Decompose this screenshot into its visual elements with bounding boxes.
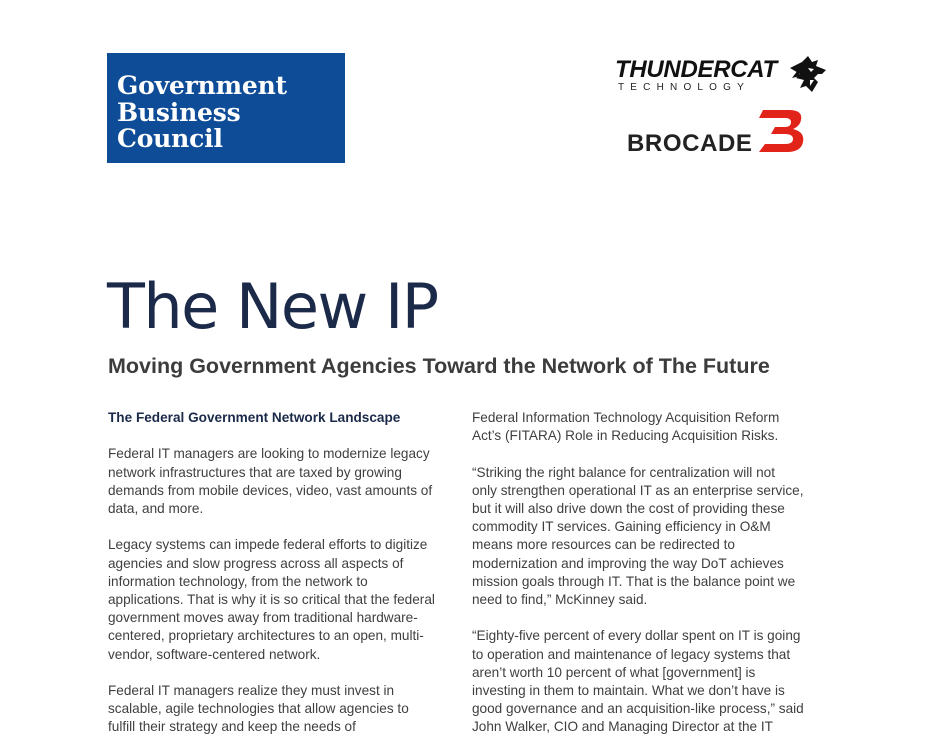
paragraph: “Striking the right balance for centralization will not only strengthen operational IT as an enterprise service, but it will also drive down the cost of providing these commodity IT services. Gaining efficiency in O&M means more resources can be redirected to modernization and improving the way DoT achieves mission goals through IT. That is the balance point we need to find,” McKinney said. xyxy=(472,464,804,608)
brocade-b-icon xyxy=(759,108,809,154)
brocade-wordmark: BROCADE xyxy=(627,130,753,157)
document-title: The New IP xyxy=(107,270,438,343)
paragraph: Legacy systems can impede federal efforts to digitize agencies and slow progress across all aspects of information technology, from the network to applications. That is why it is so critical that the federal government moves away from traditional hardware- centered, proprietary architectures to an open, multi- vendor, software-centered network. xyxy=(108,537,435,662)
paragraph: Federal Information Technology Acquisition Reform Act’s (FITARA) Role in Reducing Acquisition Risks. xyxy=(472,410,780,444)
left-column xyxy=(108,409,464,755)
thundercat-tagline: TECHNOLOGY xyxy=(618,82,751,93)
brocade-logo xyxy=(627,108,817,158)
logo-text-line: Government xyxy=(117,71,287,100)
thundercat-head-icon xyxy=(788,56,828,96)
right-column xyxy=(472,409,828,755)
paragraph: Federal IT managers realize they must invest in scalable, agile technologies that allow agencies to fulfill their strategy and keep the needs of xyxy=(108,683,409,735)
document-subtitle: Moving Government Agencies Toward the Network of The Future xyxy=(108,354,770,378)
paragraph: “Eighty-five percent of every dollar spent on IT is going to operation and maintenance of legacy systems that aren’t worth 10 percent of what [government] is investing in them to maintain. What we don’t have is good governance and an acquisition-like process,” said John Walker, CIO and Managing Director at the IT xyxy=(472,628,804,735)
logo-text-line: Business xyxy=(117,97,241,127)
thundercat-technology-logo xyxy=(612,56,828,98)
logo-text-line: Council xyxy=(117,124,223,153)
section-heading: The Federal Government Network Landscape xyxy=(108,410,401,425)
government-business-council-logo xyxy=(107,53,345,163)
thundercat-wordmark: THUNDERCAT xyxy=(615,56,777,83)
paragraph: Federal IT managers are looking to modernize legacy network infrastructures that are taxed by growing demands from mobile devices, video, vast amounts of data, and more. xyxy=(108,446,433,516)
